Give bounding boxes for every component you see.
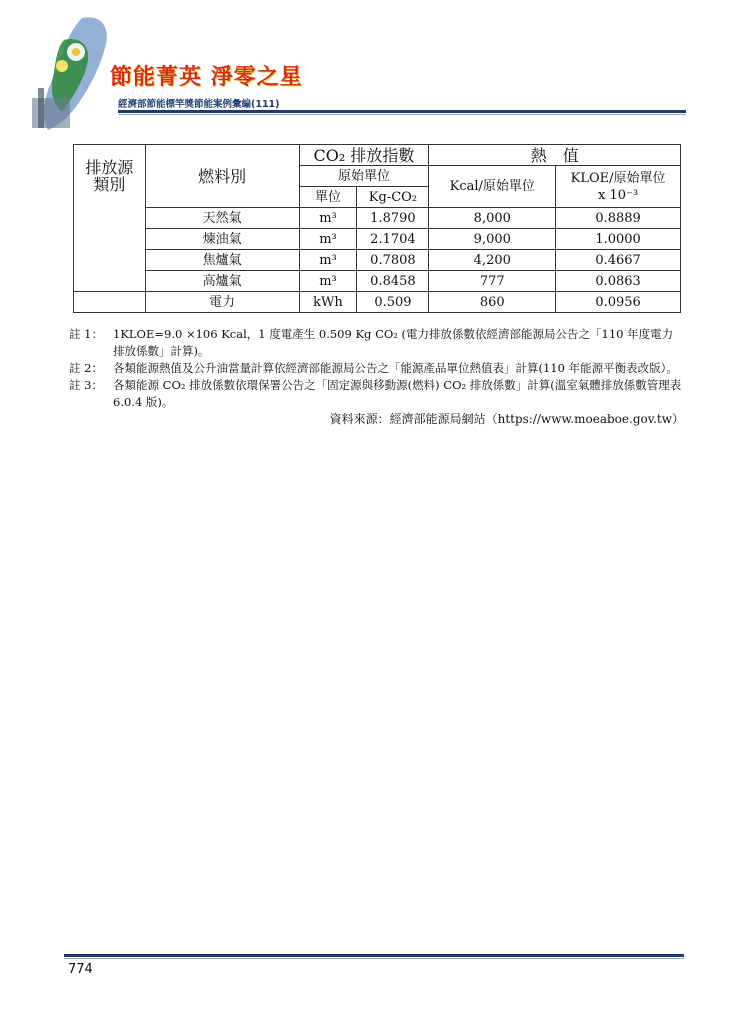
header-source-category [74, 145, 146, 208]
table-row [74, 208, 681, 229]
note-item [69, 326, 684, 360]
page-number: 774 [68, 962, 93, 977]
co2-cell: 1.8790 [357, 208, 429, 229]
co2-cell: 0.8458 [357, 271, 429, 292]
kloe-cell: 0.0956 [556, 292, 681, 313]
note-text: 各類能源熱值及公升油當量計算依經濟部能源局公告之「能源產品單位熱值表」計算(110 年能源平衡表改版）。 [113, 361, 678, 375]
table-row [74, 229, 681, 250]
note-text: 1KLOE=9.0 ×106 Kcal，1 度電產生 0.509 Kg CO₂ (電力排放係數依經濟部能源局公告之「110 年度電力排放係數」計算)。 [113, 327, 674, 358]
source-category-cell [74, 250, 146, 271]
header-divider-thin [118, 114, 686, 115]
note-label: 註 3： [69, 378, 103, 392]
header-kgco2: Kg-CO₂ [357, 187, 429, 208]
fuel-cell: 天然氣 [145, 208, 299, 229]
kcal-cell: 9,000 [429, 229, 556, 250]
header-source-line2: 類別 [93, 175, 126, 195]
kloe-cell: 1.0000 [556, 229, 681, 250]
kcal-cell: 8,000 [429, 208, 556, 229]
unit-cell: m³ [299, 250, 357, 271]
header-original-unit: 原始單位 [299, 166, 429, 187]
source-category-cell [74, 271, 146, 292]
header-kloe [556, 166, 681, 208]
header-unit: 單位 [299, 187, 357, 208]
footer-divider-thin [64, 958, 684, 959]
fuel-cell: 電力 [145, 292, 299, 313]
header-co2-index: CO₂ 排放指數 [299, 145, 429, 166]
source-category-cell [74, 229, 146, 250]
note-item [69, 377, 684, 411]
page-header [0, 0, 753, 140]
kcal-cell: 4,200 [429, 250, 556, 271]
logo-title: 節能菁英 淨零之星 [110, 65, 303, 90]
kcal-cell: 777 [429, 271, 556, 292]
note-label: 註 1： [69, 327, 103, 341]
fuel-cell: 焦爐氣 [145, 250, 299, 271]
header-source-line1: 排放源 [85, 158, 134, 178]
data-source: 資料來源：經濟部能源局網站（https://www.moeaboe.gov.tw） [329, 412, 684, 426]
co2-cell: 0.7808 [357, 250, 429, 271]
emission-factor-table [73, 144, 681, 313]
logo-subtitle: 經濟部節能標竿獎節能案例彙編(111) [118, 99, 280, 110]
fuel-cell: 高爐氣 [145, 271, 299, 292]
note-text: 各類能源 CO₂ 排放係數依環保署公告之「固定源與移動源(燃料) CO₂ 排放係數」計算(溫室氣體排放係數管理表 6.0.4 版)。 [113, 378, 682, 409]
table-row [74, 292, 681, 313]
footer-divider [64, 954, 684, 957]
table-row [74, 250, 681, 271]
kcal-cell: 860 [429, 292, 556, 313]
unit-cell: kWh [299, 292, 357, 313]
header-fuel-type: 燃料別 [145, 145, 299, 208]
header-heat-value: 熱 值 [429, 145, 681, 166]
kloe-cell: 0.8889 [556, 208, 681, 229]
header-kloe-line2: x 10⁻³ [598, 187, 639, 203]
source-category-cell [74, 292, 146, 313]
kloe-cell: 0.0863 [556, 271, 681, 292]
kloe-cell: 0.4667 [556, 250, 681, 271]
note-item [69, 360, 684, 377]
unit-cell: m³ [299, 271, 357, 292]
co2-cell: 2.1704 [357, 229, 429, 250]
unit-cell: m³ [299, 229, 357, 250]
source-category-cell [74, 208, 146, 229]
note-label: 註 2： [69, 361, 103, 375]
notes-section [69, 326, 684, 440]
header-kloe-line1: KLOE/原始單位 [570, 170, 666, 186]
fuel-cell: 煉油氣 [145, 229, 299, 250]
header-kcal: Kcal/原始單位 [429, 166, 556, 208]
co2-cell: 0.509 [357, 292, 429, 313]
unit-cell: m³ [299, 208, 357, 229]
table-row [74, 271, 681, 292]
header-divider [118, 110, 686, 113]
